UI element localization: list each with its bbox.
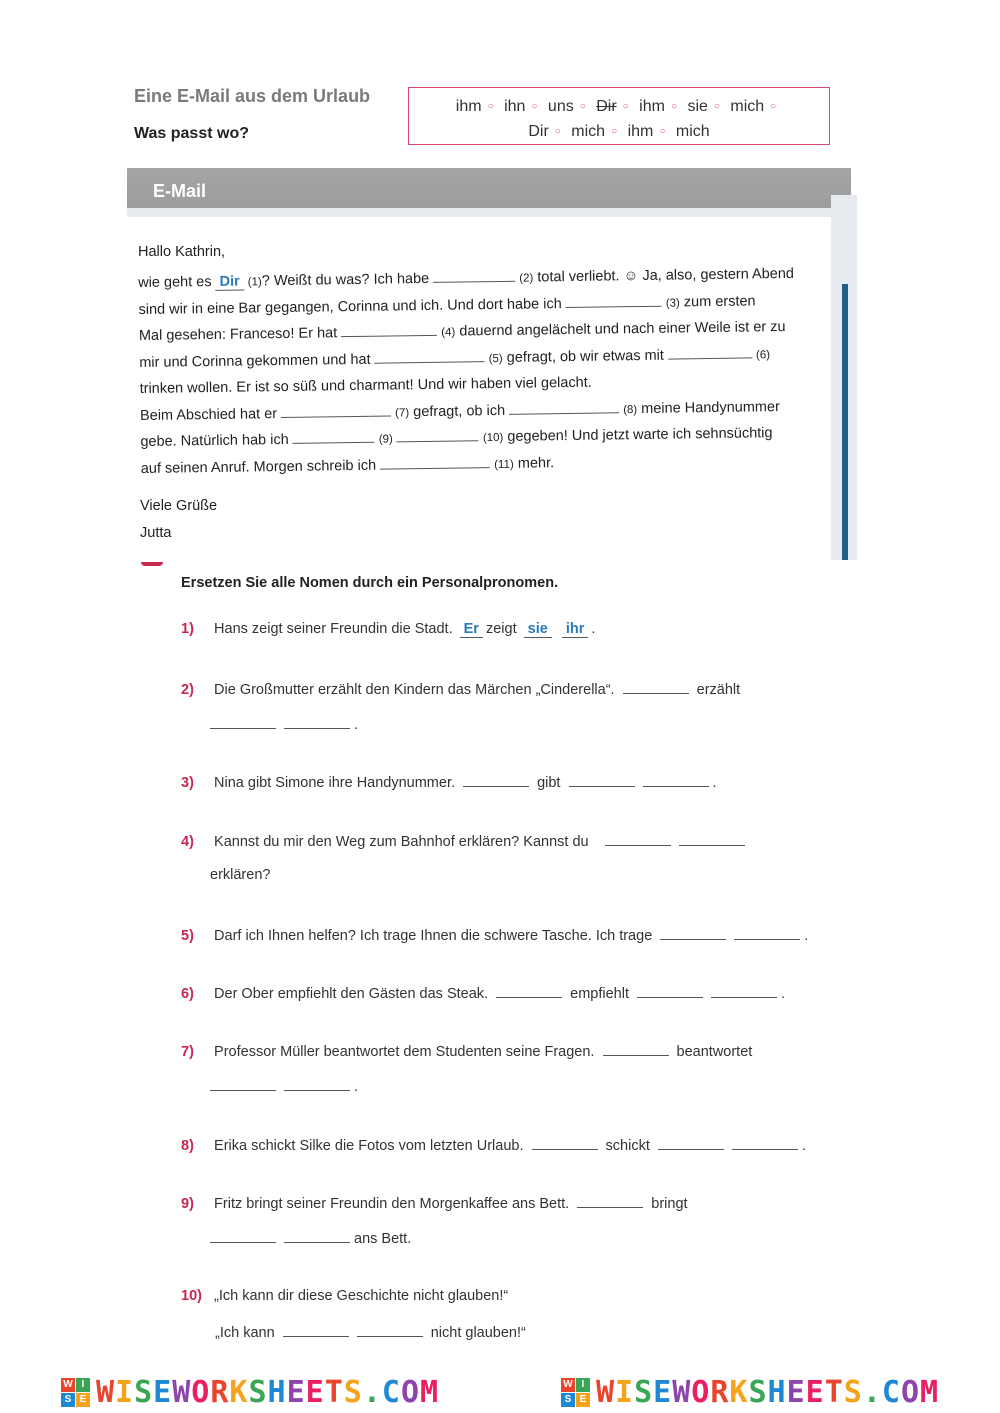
brand-letter: W [672, 1375, 692, 1410]
text: wie geht es [138, 273, 212, 291]
item-3-answer-1[interactable] [463, 773, 529, 787]
item-number: 4) [181, 834, 194, 850]
item-text: „Ich kann dir diese Geschichte nicht glauben!“ [214, 1288, 509, 1304]
answer-3-input[interactable] [566, 292, 662, 307]
word-bank-word: ihm [627, 123, 654, 140]
text: total verliebt. ☺ Ja, also, gestern Abend [537, 265, 795, 286]
brand-letter: . [362, 1375, 382, 1410]
logo-letter: W [561, 1378, 575, 1392]
brand-letter: E [653, 1375, 673, 1410]
logo-letter: S [561, 1393, 575, 1407]
item-continuation [210, 1229, 411, 1247]
email-scrollbar-thumb[interactable] [842, 284, 848, 560]
item-end: . [781, 986, 786, 1002]
circle-separator-icon: ○ [670, 101, 677, 112]
gap-number: (10) [482, 431, 504, 445]
item-10-answer-2[interactable] [357, 1323, 423, 1337]
item-text: Hans zeigt seiner Freundin die Stadt. [214, 621, 453, 637]
item-text: Der Ober empfiehlt den Gästen das Steak. [214, 986, 489, 1002]
brand-letter: E [305, 1375, 325, 1410]
word-bank-word: mich [730, 98, 765, 115]
answer-4-input[interactable] [341, 322, 437, 337]
brand-letter: E [286, 1375, 306, 1410]
item-2-answer-3[interactable] [284, 715, 350, 729]
item-1-answer-2[interactable]: sie [524, 621, 552, 638]
brand-letter: O [400, 1375, 420, 1410]
item-5-answer-1[interactable] [660, 926, 726, 940]
item-text: Nina gibt Simone ihre Handynummer. [214, 775, 456, 791]
circle-separator-icon: ○ [770, 101, 777, 112]
item-number: 6) [181, 986, 194, 1002]
exercise-instruction: Ersetzen Sie alle Nomen durch ein Personalpronomen. [181, 575, 559, 591]
text: ? Weißt du was? Ich habe [261, 270, 430, 290]
item-end: . [354, 1079, 359, 1095]
gap-number: (2) [519, 272, 534, 285]
item-verb: beantwortet [676, 1044, 753, 1060]
item-end: erklären? [210, 867, 271, 883]
exercise-item-7 [181, 1042, 753, 1095]
logo-letter: I [576, 1378, 590, 1392]
item-5-answer-2[interactable] [734, 926, 800, 940]
exercise-item-10 [181, 1288, 526, 1341]
item-verb: bringt [651, 1196, 688, 1212]
item-number: 3) [181, 775, 194, 791]
text: gefragt, ob ich [413, 402, 506, 420]
item-2-answer-2[interactable] [210, 715, 276, 729]
brand-letter: S [748, 1375, 768, 1410]
email-header-bar [127, 168, 851, 208]
email-signature: Jutta [140, 525, 172, 541]
word-bank-word: ihn [504, 98, 526, 115]
exercise-item-6 [181, 984, 785, 1002]
brand-letter: M [420, 1375, 440, 1410]
item-end: . [591, 621, 596, 637]
brand-logo [561, 1375, 939, 1410]
word-bank-row-1 [409, 94, 829, 119]
text: Beim Abschied hat er [139, 405, 278, 424]
wise-logo-icon [561, 1378, 590, 1407]
circle-separator-icon: ○ [579, 101, 586, 112]
item-end: . [804, 928, 809, 944]
worksheet-title: Eine E-Mail aus dem Urlaub [134, 86, 371, 106]
item-9-answer-3[interactable] [284, 1229, 350, 1243]
word-bank-word: ihm [639, 98, 665, 115]
item-6-answer-1[interactable] [496, 984, 562, 998]
brand-text [96, 1375, 439, 1410]
circle-separator-icon: ○ [659, 126, 666, 137]
item-number: 5) [181, 928, 194, 944]
brand-logo [61, 1375, 439, 1410]
text: sind wir in eine Bar gegangen, Corinna und ich. Und dort habe ich [138, 295, 562, 318]
item-1-answer-1[interactable]: Er [460, 621, 483, 638]
worksheet-subtitle: Was passt wo? [134, 125, 249, 142]
brand-letter: I [115, 1375, 135, 1410]
brand-letter: E [786, 1375, 806, 1410]
brand-letter: S [343, 1375, 363, 1410]
gap-number: (3) [665, 296, 680, 310]
item-number: 1) [181, 621, 194, 637]
exercise-item-9 [181, 1194, 688, 1247]
item-8-answer-2[interactable] [658, 1136, 724, 1150]
gap-number: (8) [623, 403, 638, 416]
item-7-answer-2[interactable] [210, 1077, 276, 1091]
brand-letter: K [229, 1375, 249, 1410]
brand-letter: S [843, 1375, 863, 1410]
item-number: 2) [181, 682, 194, 698]
wise-logo-icon [61, 1378, 90, 1407]
exercise-item-3 [181, 773, 717, 791]
item-8-answer-3[interactable] [732, 1136, 798, 1150]
brand-letter: H [767, 1375, 787, 1410]
answer-10-input[interactable] [397, 427, 479, 442]
brand-letter: O [191, 1375, 211, 1410]
item-continuation [210, 1077, 358, 1095]
exercise-item-8 [181, 1136, 806, 1154]
text: gefragt, ob wir etwas mit [506, 347, 664, 366]
item-continuation [215, 1323, 526, 1341]
item-8-answer-1[interactable] [532, 1136, 598, 1150]
brand-letter: K [729, 1375, 749, 1410]
answer-6-input[interactable] [668, 344, 752, 359]
brand-letter: S [134, 1375, 154, 1410]
answer-5-input[interactable] [374, 348, 484, 364]
item-number: 9) [181, 1196, 194, 1212]
word-bank-word: mich [675, 123, 710, 140]
brand-letter: R [710, 1375, 730, 1410]
item-end: nicht glauben!“ [430, 1325, 526, 1341]
gap-number: (9) [378, 433, 393, 446]
circle-separator-icon: ○ [611, 126, 618, 137]
word-bank-word: mich [571, 123, 606, 140]
answer-1-filled[interactable]: Dir [215, 274, 243, 291]
logo-letter: S [61, 1393, 75, 1407]
item-end: . [354, 717, 359, 733]
brand-letter: W [95, 1375, 115, 1410]
brand-letter: T [824, 1375, 844, 1410]
item-1-answer-3[interactable]: ihr [562, 621, 589, 638]
circle-separator-icon: ○ [713, 101, 720, 112]
item-verb: empfiehlt [570, 986, 629, 1002]
logo-letter: W [61, 1378, 75, 1392]
circle-separator-icon: ○ [531, 101, 538, 112]
word-bank-word: uns [547, 98, 574, 115]
item-number: 10) [181, 1288, 202, 1304]
item-text: Die Großmutter erzählt den Kindern das Märchen „Cinderella“. [214, 682, 615, 698]
answer-7-input[interactable] [281, 402, 391, 418]
item-text: Professor Müller beantwortet dem Studenten seine Fragen. [214, 1044, 595, 1060]
brand-letter: C [381, 1375, 401, 1410]
brand-letter: C [881, 1375, 901, 1410]
gap-number: (7) [395, 406, 410, 419]
item-text: Erika schickt Silke die Fotos vom letzten Urlaub. [214, 1138, 524, 1154]
gap-number: (5) [488, 352, 503, 365]
text: trinken wollen. Er ist so süß und charmant! Und wir haben viel gelacht. [139, 374, 592, 397]
item-3-answer-3[interactable] [643, 773, 709, 787]
brand-letter: T [324, 1375, 344, 1410]
brand-letter: O [900, 1375, 920, 1410]
item-end: . [801, 1138, 806, 1154]
text: meine Handynummer [641, 398, 780, 417]
logo-letter: E [576, 1393, 590, 1407]
exercise-item-5 [181, 926, 808, 944]
item-text: Fritz bringt seiner Freundin den Morgenkaffee ans Bett. [214, 1196, 570, 1212]
circle-separator-icon: ○ [554, 126, 561, 137]
text: auf seinen Anruf. Morgen schreib ich [140, 457, 377, 477]
item-3-answer-2[interactable] [569, 773, 635, 787]
text: zum ersten [683, 292, 756, 310]
item-verb: zeigt [485, 621, 517, 637]
brand-letter: E [805, 1375, 825, 1410]
gap-number: (11) [494, 458, 514, 471]
item-10-answer-1[interactable] [283, 1323, 349, 1337]
brand-letter: H [267, 1375, 287, 1410]
item-verb: erzählt [696, 682, 741, 698]
answer-9-input[interactable] [293, 429, 375, 444]
item-number: 8) [181, 1138, 194, 1154]
logo-letter: I [76, 1378, 90, 1392]
item-end: ans Bett. [354, 1231, 412, 1247]
brand-text [596, 1375, 939, 1410]
word-bank [408, 87, 830, 145]
text: mir und Corinna gekommen und hat [139, 351, 371, 371]
answer-11-input[interactable] [380, 454, 490, 470]
item-4-answer-1[interactable] [605, 832, 671, 846]
brand-letter: W [595, 1375, 615, 1410]
item-9-answer-2[interactable] [210, 1229, 276, 1243]
text: Mal gesehen: Franceso! Er hat [138, 325, 338, 344]
brand-letter: W [172, 1375, 192, 1410]
item-6-answer-2[interactable] [637, 984, 703, 998]
word-bank-word: sie [687, 98, 708, 115]
footer-watermark [0, 1372, 1000, 1413]
word-bank-word: Dir [528, 123, 549, 140]
answer-8-input[interactable] [509, 399, 619, 415]
item-verb: schickt [605, 1138, 650, 1154]
answer-2-input[interactable] [433, 268, 515, 283]
gap-number: (4) [441, 326, 456, 339]
item-7-answer-1[interactable] [603, 1042, 669, 1056]
exercise-item-4 [181, 832, 749, 883]
email-tab [127, 168, 851, 208]
text: gebe. Natürlich hab ich [140, 431, 289, 450]
text: dauernd angelächelt und nach einer Weile ist er zu [459, 318, 786, 340]
brand-letter: R [210, 1375, 230, 1410]
gap-number: (6) [755, 348, 771, 361]
text: gegeben! Und jetzt warte ich sehnsüchtig [507, 425, 773, 445]
item-end: . [712, 775, 717, 791]
item-7-answer-3[interactable] [284, 1077, 350, 1091]
item-continuation [210, 715, 358, 733]
word-bank-word-crossed: Dir [596, 98, 617, 115]
exercise-item-2 [181, 680, 741, 733]
email-greeting: Hallo Kathrin, [138, 244, 226, 260]
logo-letter: E [76, 1393, 90, 1407]
brand-letter: E [153, 1375, 173, 1410]
gap-number: (1) [247, 276, 262, 289]
item-text: Kannst du mir den Weg zum Bahnhof erklären? Kannst du [214, 834, 589, 850]
item-continuation [210, 867, 270, 883]
brand-letter: . [862, 1375, 882, 1410]
item-4-answer-2[interactable] [679, 832, 745, 846]
brand-letter: O [691, 1375, 711, 1410]
email-closing: Viele Grüße [140, 498, 218, 514]
item-2-answer-1[interactable] [623, 680, 689, 694]
email-tab-label: E-Mail [153, 181, 207, 201]
brand-letter: M [920, 1375, 940, 1410]
email-header-underline [127, 208, 831, 217]
exercise-item-1 [181, 621, 595, 638]
brand-letter: S [248, 1375, 268, 1410]
word-bank-row-2 [409, 119, 829, 144]
word-bank-word: ihm [455, 98, 482, 115]
item-verb: gibt [537, 775, 561, 791]
brand-letter: I [615, 1375, 635, 1410]
text: mehr. [517, 454, 555, 472]
circle-separator-icon: ○ [487, 101, 494, 112]
item-text: Darf ich Ihnen helfen? Ich trage Ihnen die schwere Tasche. Ich trage [214, 928, 653, 944]
item-9-answer-1[interactable] [577, 1194, 643, 1208]
item-text: „Ich kann [215, 1325, 275, 1341]
brand-letter: S [634, 1375, 654, 1410]
circle-separator-icon: ○ [622, 101, 629, 112]
section-marker [141, 562, 163, 566]
email-text [138, 261, 817, 482]
item-number: 7) [181, 1044, 194, 1060]
item-6-answer-3[interactable] [711, 984, 777, 998]
